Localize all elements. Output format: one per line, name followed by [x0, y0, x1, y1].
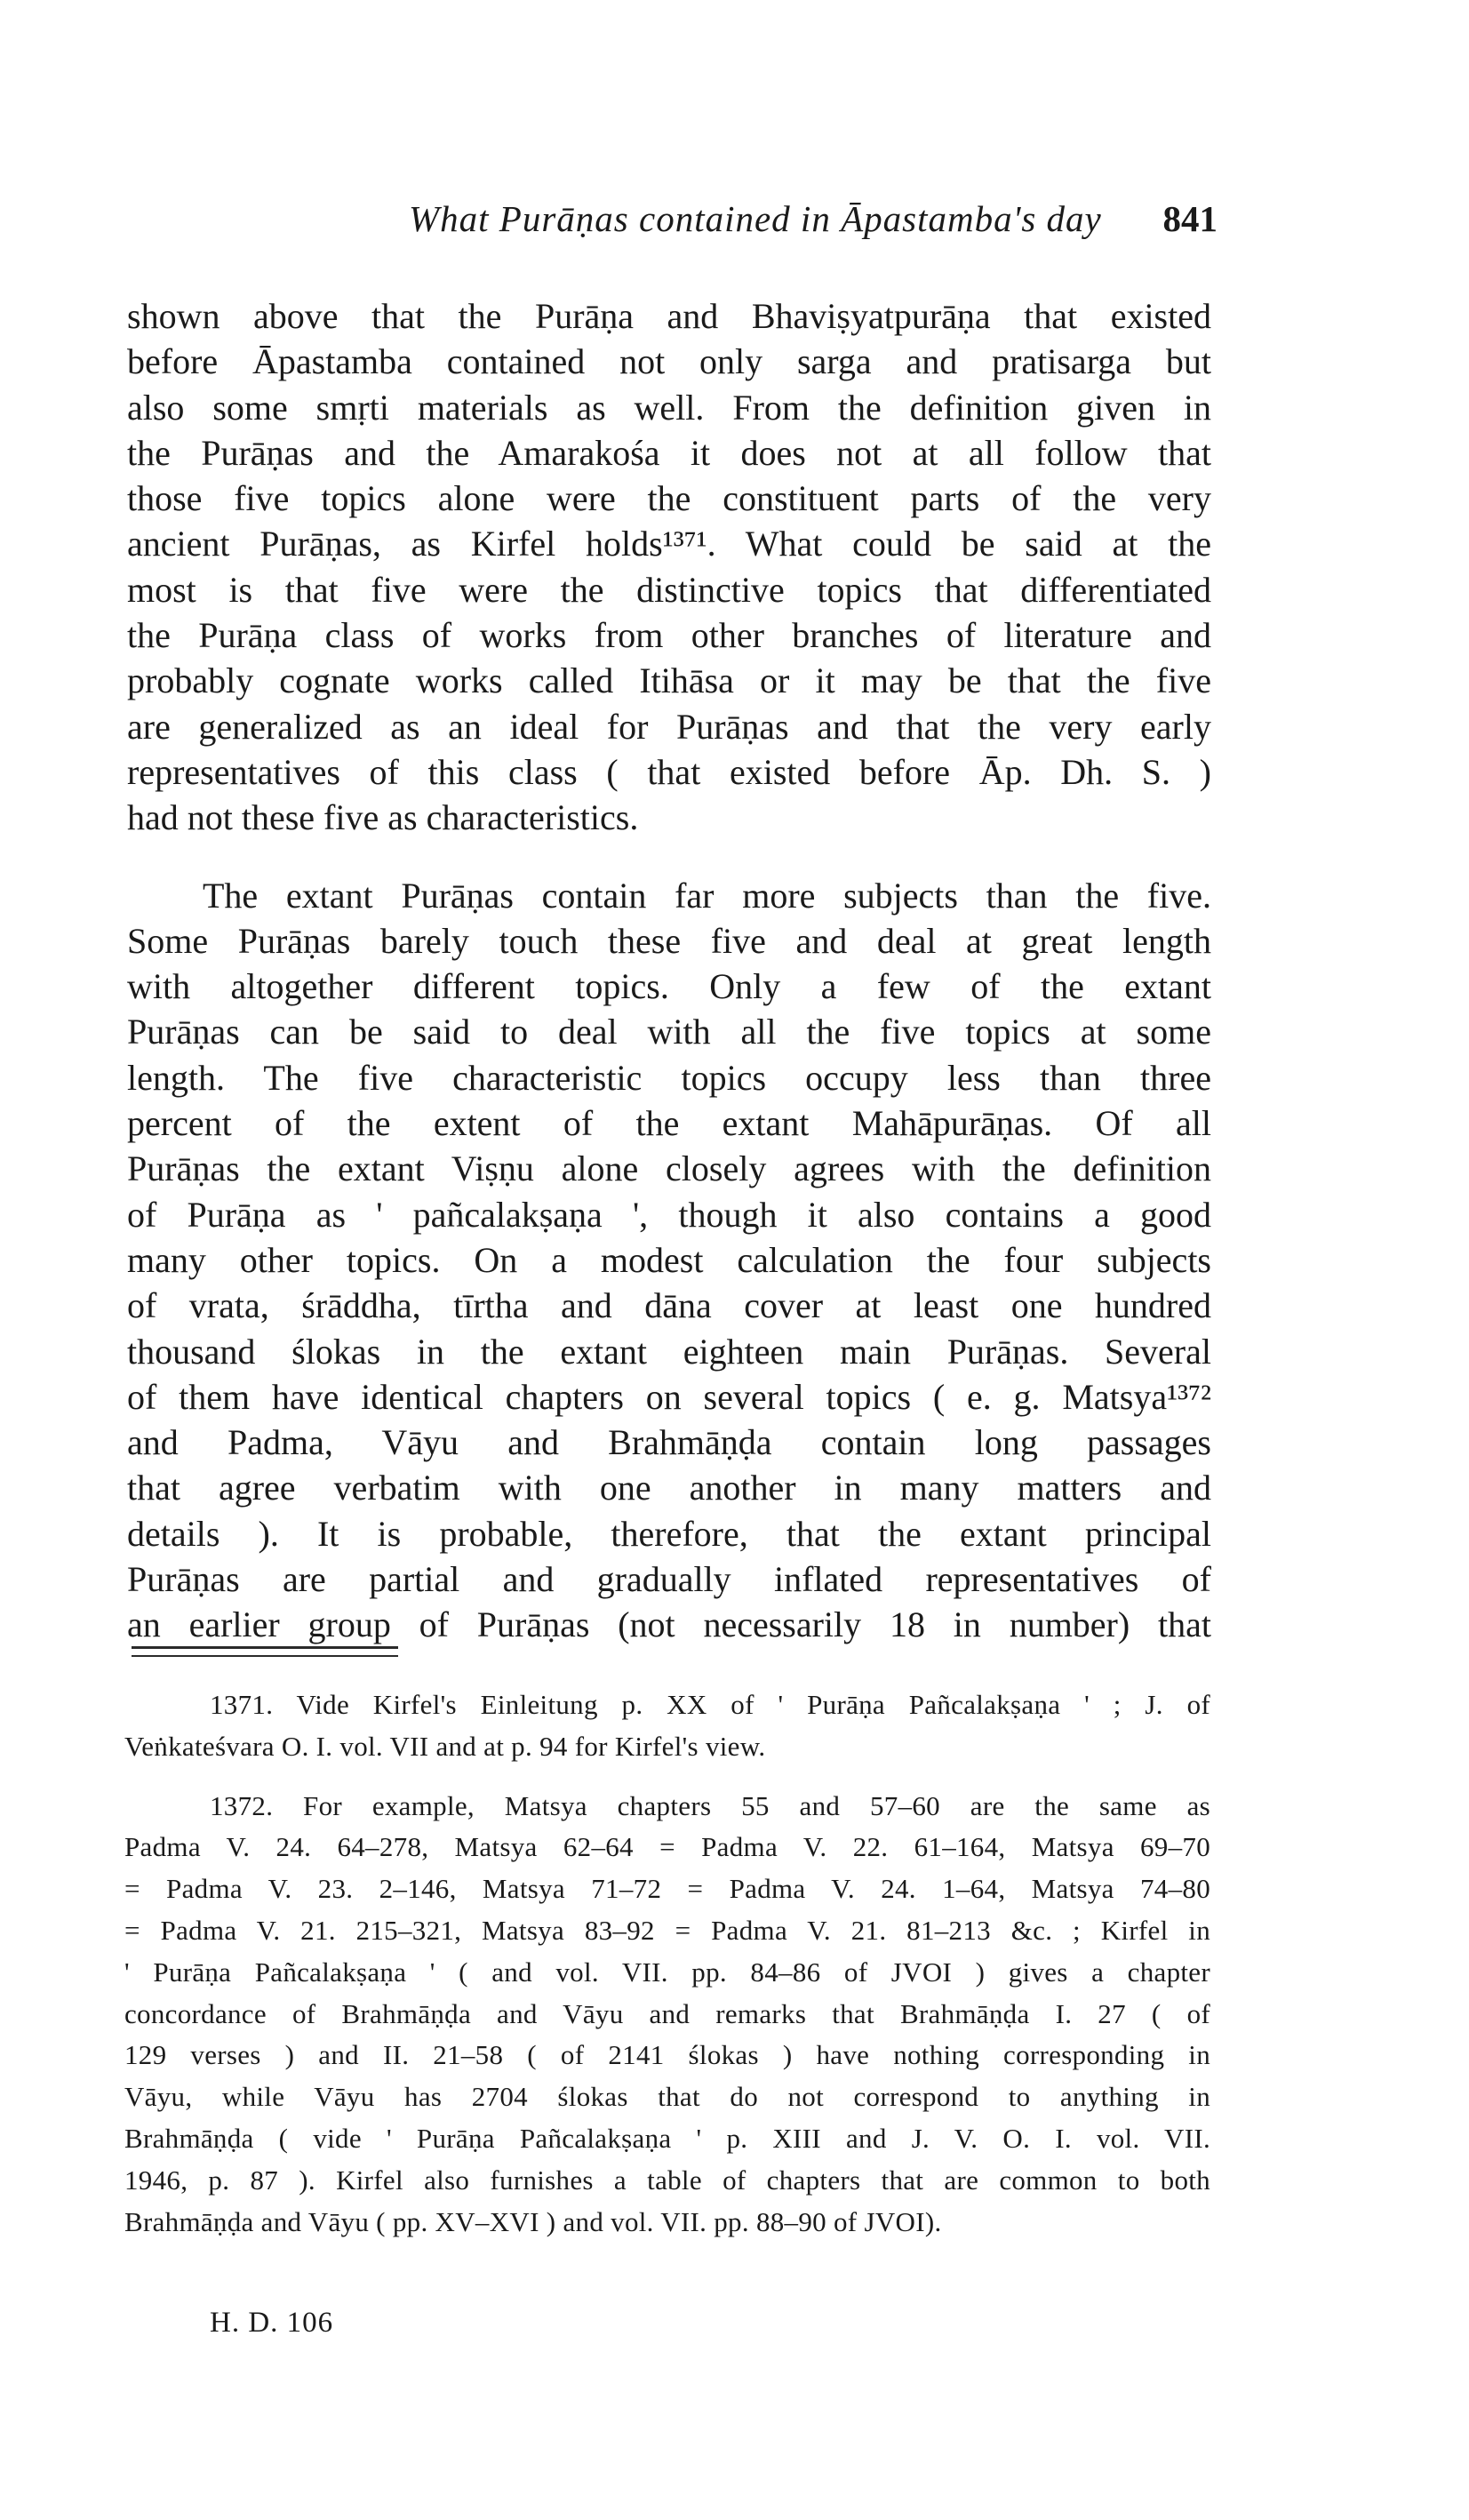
running-title: What Purāṇas contained in Āpastamba's day [409, 198, 1102, 239]
text-line: many other topics. On a modest calculation the four subjects [127, 1239, 1211, 1280]
text-line: details ). It is probable, therefore, that the extant principal [127, 1513, 1211, 1554]
text-line: Some Purāṇas barely touch these five and deal at great length [127, 920, 1211, 961]
footnote-line: Brahmāṇḍa ( vide ' Purāṇa Pañcalakṣaṇa ' p. XIII and J. V. O. I. vol. VII. [124, 2122, 1210, 2154]
text-line: The extant Purāṇas contain far more subjects than the five. [203, 875, 1211, 916]
text-line: before Āpastamba contained not only sarga and pratisarga but [127, 341, 1211, 382]
text-line: percent of the extent of the extant Mahāpurāṇas. Of all [127, 1103, 1211, 1144]
footnote-line: 129 verses ) and II. 21–58 ( of 2141 ślokas ) have nothing corresponding in [124, 2039, 1210, 2071]
footnote-line: ' Purāṇa Pañcalakṣaṇa ' ( and vol. VII. pp. 84–86 of JVOI ) gives a chapter [124, 1956, 1210, 1988]
text-line: the Purāṇa class of works from other branches of literature and [127, 615, 1211, 656]
footnote-line: 1946, p. 87 ). Kirfel also furnishes a table of chapters that are common to both [124, 2164, 1210, 2196]
footnote-1372 [124, 1786, 1210, 2244]
footnote-line: Padma V. 24. 64–278, Matsya 62–64 = Padma V. 22. 61–164, Matsya 69–70 [124, 1831, 1210, 1863]
text-line: of Purāṇa as ' pañcalakṣaṇa ', though it also contains a good [127, 1194, 1211, 1235]
text-line: had not these five as characteristics. [127, 797, 639, 838]
footnote-line: Vāyu, while Vāyu has 2704 ślokas that do not correspond to anything in [124, 2081, 1210, 2113]
text-line: shown above that the Purāṇa and Bhaviṣyatpurāṇa that existed [127, 296, 1211, 336]
running-head [409, 197, 1218, 251]
text-line: thousand ślokas in the extant eighteen main Purāṇas. Several [127, 1331, 1211, 1372]
text-line: length. The five characteristic topics occupy less than three [127, 1057, 1211, 1098]
text-line: ancient Purāṇas, as Kirfel holds¹³⁷¹. What could be said at the [127, 524, 1211, 564]
text-line: an earlier group of Purāṇas (not necessarily 18 in number) that [127, 1604, 1211, 1645]
signature-mark: H. D. 106 [210, 2307, 334, 2339]
text-line: probably cognate works called Itihāsa or it may be that the five [127, 660, 1211, 701]
footnote-1371 [124, 1684, 1210, 1768]
text-line: representatives of this class ( that existed before Āp. Dh. S. ) [127, 751, 1211, 792]
footnote-line: Brahmāṇḍa and Vāyu ( pp. XV–XVI ) and vol. VII. pp. 88–90 of JVOI). [124, 2205, 942, 2237]
text-line: most is that five were the distinctive topics that differentiated [127, 569, 1211, 610]
footnote-rule [132, 1655, 398, 1657]
text-line: the Purāṇas and the Amarakośa it does not at all follow that [127, 432, 1211, 473]
paragraph-2 [127, 873, 1211, 1648]
page-number: 841 [1162, 198, 1218, 239]
footnotes [124, 1684, 1210, 2243]
footnote-line: 1372. For example, Matsya chapters 55 and 57–60 are the same as [210, 1789, 1210, 1821]
text-line: Purāṇas can be said to deal with all the five topics at some [127, 1012, 1211, 1052]
text-line: of vrata, śrāddha, tīrtha and dāna cover at least one hundred [127, 1285, 1211, 1326]
paragraph-1 [127, 293, 1211, 841]
footnote-line: 1371. Vide Kirfel's Einleitung p. XX of ' Purāṇa Pañcalakṣaṇa ' ; J. of [210, 1689, 1210, 1720]
footnote-line: = Padma V. 23. 2–146, Matsya 71–72 = Padma V. 24. 1–64, Matsya 74–80 [124, 1873, 1210, 1905]
text-line: with altogether different topics. Only a few of the extant [127, 966, 1211, 1007]
text-line: also some smṛti materials as well. From the definition given in [127, 387, 1211, 428]
footnote-line: Veṅkateśvara O. I. vol. VII and at p. 94 for Kirfel's view. [124, 1730, 766, 1762]
text-line: and Padma, Vāyu and Brahmāṇḍa contain long passages [127, 1422, 1211, 1463]
text-line: that agree verbatim with one another in many matters and [127, 1468, 1211, 1508]
footnote-rule [132, 1646, 398, 1649]
footnote-line: = Padma V. 21. 215–321, Matsya 83–92 = Padma V. 21. 81–213 &c. ; Kirfel in [124, 1914, 1210, 1946]
footnote-line: concordance of Brahmāṇḍa and Vāyu and remarks that Brahmāṇḍa I. 27 ( of [124, 1997, 1210, 2029]
body-text [127, 293, 1211, 1648]
text-line: those five topics alone were the constituent parts of the very [127, 478, 1211, 519]
text-line: are generalized as an ideal for Purāṇas and that the very early [127, 706, 1211, 747]
text-line: of them have identical chapters on several topics ( e. g. Matsya¹³⁷² [127, 1376, 1211, 1417]
text-line: Purāṇas are partial and gradually inflated representatives of [127, 1559, 1211, 1600]
text-line: Purāṇas the extant Viṣṇu alone closely agrees with the definition [127, 1148, 1211, 1189]
